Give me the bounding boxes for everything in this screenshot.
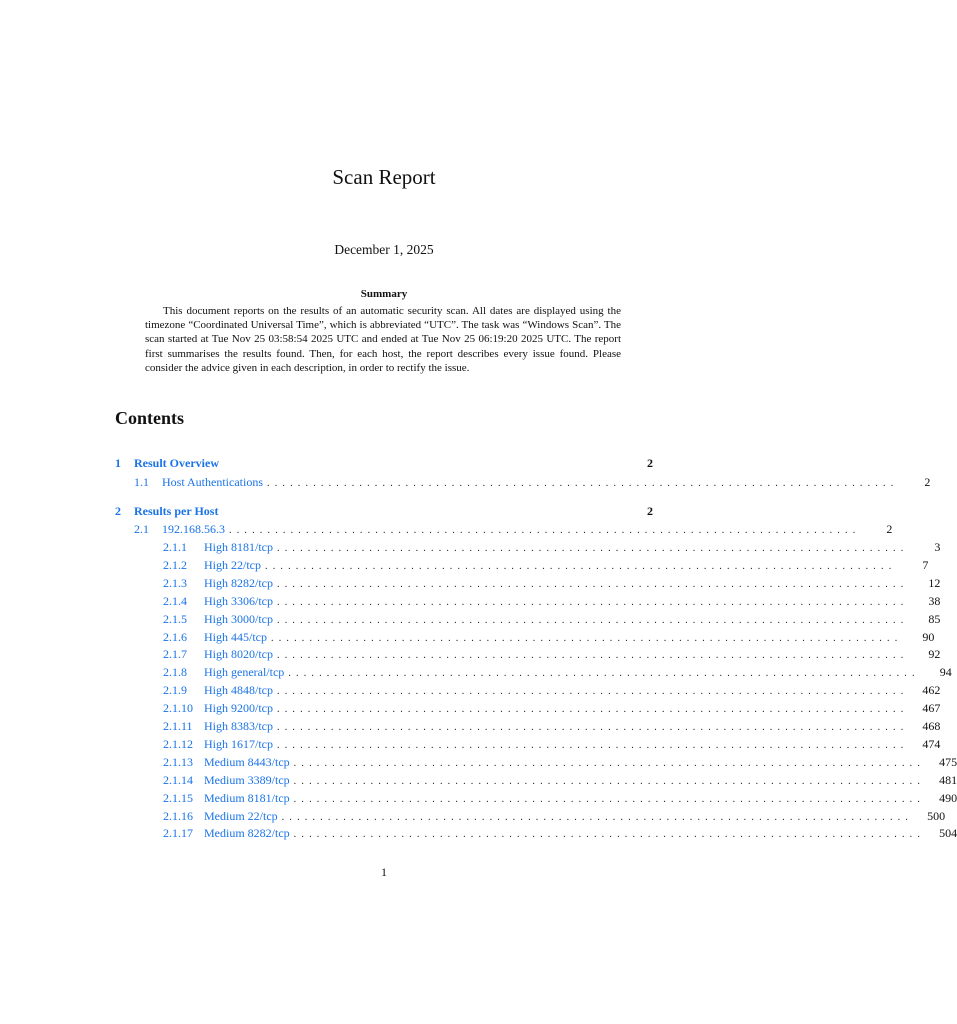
toc-item[interactable] xyxy=(115,611,941,628)
toc-leader-dots: .................................................................................. xyxy=(293,829,926,841)
toc-item[interactable] xyxy=(115,540,941,556)
toc-label[interactable]: Medium 3389/tcp xyxy=(204,772,290,787)
toc-item[interactable] xyxy=(115,790,957,807)
summary-text: This document reports on the results of an automatic security scan. All dates are displayed using the timezone “Coordinated Universal Time”, which is abbreviated “UTC”. The task was “Windows Scan”. The scan started at Tue Nov 25 03:58:54 2025 UTC and ended at Tue Nov 25 06:19:20 2025 UTC. The report first summarises the results found. Then, for each host, the report describes every issue found. Please consider the advice given in each description, in order to rectify the issue. xyxy=(145,305,621,374)
toc-item[interactable] xyxy=(115,647,941,663)
toc-leader-dots: .................................................................................. xyxy=(277,543,909,554)
toc-leader-dots: .................................................................................. xyxy=(277,578,909,590)
toc-label[interactable]: High 3000/tcp xyxy=(204,611,273,626)
toc-label[interactable]: Medium 8282/tcp xyxy=(204,826,290,841)
toc-item[interactable] xyxy=(115,701,941,717)
toc-leader-dots: .................................................................................. xyxy=(277,650,909,662)
toc-number: 2 xyxy=(115,504,121,518)
toc-number: 2.1.15 xyxy=(163,790,193,805)
toc-leader-dots: .................................................................................. xyxy=(277,614,909,626)
toc-leader-dots: .................................................................................. xyxy=(267,478,899,489)
toc-leader-dots: .................................................................................. xyxy=(293,757,926,769)
toc-page: 92 xyxy=(928,647,941,662)
toc-item[interactable] xyxy=(115,754,957,771)
toc-item[interactable] xyxy=(115,808,946,825)
toc-number: 2.1.6 xyxy=(163,629,187,644)
toc-number: 2.1.16 xyxy=(163,808,193,823)
toc-number: 2.1.10 xyxy=(163,701,193,716)
toc-number: 2.1.13 xyxy=(163,754,193,769)
toc-page: 3 xyxy=(934,540,941,554)
toc-leader-dots: .................................................................................. xyxy=(277,704,909,716)
toc-label[interactable]: High 4848/tcp xyxy=(204,683,273,698)
toc-label[interactable]: High general/tcp xyxy=(204,665,285,680)
toc-page: 468 xyxy=(922,719,941,733)
toc-page: 474 xyxy=(922,736,941,751)
toc-item[interactable] xyxy=(115,557,929,574)
toc-page: 94 xyxy=(939,665,952,680)
toc-number: 2.1.7 xyxy=(163,647,187,662)
toc-number: 2.1.2 xyxy=(163,557,187,572)
toc-leader-dots: .................................................................................. xyxy=(293,793,926,805)
toc-number: 2.1.12 xyxy=(163,736,193,751)
toc-number: 2.1.11 xyxy=(163,719,193,733)
toc-page: 2 xyxy=(924,475,931,489)
toc-number: 2.1 xyxy=(134,522,149,536)
toc-leader-dots: .................................................................................. xyxy=(281,811,914,823)
summary-heading: Summary xyxy=(360,288,408,300)
toc-item[interactable] xyxy=(115,826,957,842)
toc-label[interactable]: High 3306/tcp xyxy=(204,593,273,608)
toc-number: 1 xyxy=(115,456,121,470)
toc-leader-dots: .................................................................................. xyxy=(277,722,909,733)
toc-item[interactable] xyxy=(115,665,952,681)
toc-page: 490 xyxy=(939,790,957,805)
toc-item[interactable] xyxy=(115,719,941,735)
toc-leader-dots: .................................................................................. xyxy=(277,739,909,751)
toc-number: 2.1.8 xyxy=(163,665,187,680)
toc-page: 500 xyxy=(927,808,946,823)
toc-page: 2 xyxy=(647,456,653,470)
toc-page: 462 xyxy=(922,683,941,698)
toc-number: 2.1.3 xyxy=(163,575,187,590)
toc-page: 38 xyxy=(928,593,941,608)
toc-page: 2 xyxy=(647,504,653,518)
toc-leader-dots: .................................................................................. xyxy=(293,775,926,787)
toc-item[interactable] xyxy=(115,575,941,592)
toc-page: 481 xyxy=(939,772,957,787)
toc-number: 2.1.4 xyxy=(163,593,187,608)
toc-label[interactable]: High 8282/tcp xyxy=(204,575,273,590)
report-date: December 1, 2025 xyxy=(334,242,434,257)
toc-label[interactable]: Host Authentications xyxy=(162,475,263,489)
toc-label[interactable]: Medium 8181/tcp xyxy=(204,790,290,805)
toc-label[interactable]: High 9200/tcp xyxy=(204,701,273,716)
toc-leader-dots: .................................................................................. xyxy=(277,596,909,608)
toc-page: 467 xyxy=(922,701,941,716)
toc-page: 7 xyxy=(922,557,929,572)
toc-number: 2.1.17 xyxy=(163,826,193,841)
toc-label[interactable]: Results per Host xyxy=(134,504,219,518)
toc-label[interactable]: Medium 8443/tcp xyxy=(204,754,290,769)
toc-number: 2.1.1 xyxy=(163,540,187,554)
toc-label[interactable]: High 445/tcp xyxy=(204,629,267,644)
toc-subsection-host[interactable] xyxy=(115,522,893,538)
toc-number: 1.1 xyxy=(134,475,149,489)
toc-item[interactable] xyxy=(115,683,941,699)
toc-label[interactable]: High 22/tcp xyxy=(204,557,261,572)
toc-section-results-per-host[interactable] xyxy=(115,504,653,520)
toc-label[interactable]: Medium 22/tcp xyxy=(204,808,278,823)
toc-subsection-host-authentications[interactable] xyxy=(115,475,931,491)
toc-item[interactable] xyxy=(115,772,957,789)
toc-page: 475 xyxy=(939,754,957,769)
toc-item[interactable] xyxy=(115,629,935,646)
toc-number: 2.1.9 xyxy=(163,683,187,698)
page-title: Scan Report xyxy=(332,165,436,189)
contents-heading: Contents xyxy=(115,408,185,428)
toc-label[interactable]: High 8020/tcp xyxy=(204,647,273,662)
toc-leader-dots: .................................................................................. xyxy=(277,686,909,698)
toc-page: 12 xyxy=(928,575,941,590)
page-number: 1 xyxy=(381,865,387,879)
toc-section-result-overview[interactable] xyxy=(115,456,653,472)
toc-item[interactable] xyxy=(115,593,941,610)
toc-label[interactable]: Result Overview xyxy=(134,456,219,470)
toc-number: 2.1.5 xyxy=(163,611,187,626)
toc-page: 2 xyxy=(886,522,893,536)
toc-number: 2.1.14 xyxy=(163,772,193,787)
toc-label[interactable]: 192.168.56.3 xyxy=(162,522,225,536)
toc-page: 504 xyxy=(939,826,957,841)
toc-page: 85 xyxy=(928,611,941,626)
toc-page: 90 xyxy=(922,629,935,644)
toc-leader-dots: .................................................................................. xyxy=(288,668,920,680)
toc-leader-dots: .................................................................................. xyxy=(271,632,903,644)
toc-label[interactable]: High 8383/tcp xyxy=(204,719,273,733)
toc-leader-dots: .................................................................................. xyxy=(265,560,897,572)
toc-label[interactable]: High 8181/tcp xyxy=(204,540,273,554)
toc-item[interactable] xyxy=(115,736,941,753)
toc-label[interactable]: High 1617/tcp xyxy=(204,736,273,751)
toc-leader-dots: .................................................................................. xyxy=(229,525,861,536)
